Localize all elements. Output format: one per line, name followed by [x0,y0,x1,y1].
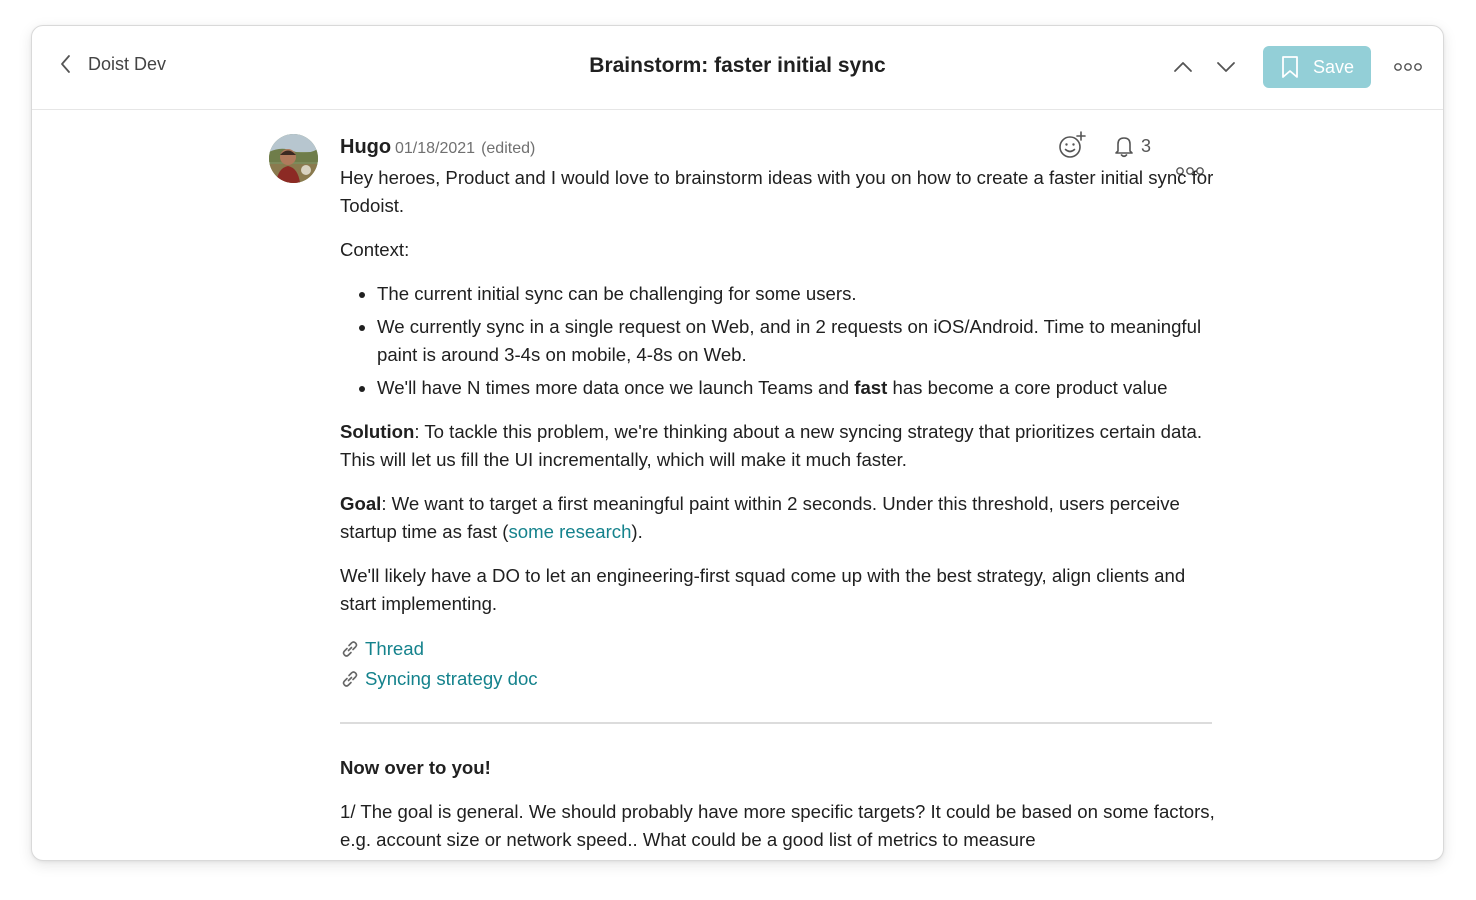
avatar[interactable] [269,134,318,183]
notification-button[interactable] [1113,134,1151,158]
back-button[interactable] [56,53,166,75]
post-meta [395,140,535,158]
do-paragraph: We'll likely have a DO to let an engineering-first squad come up with the best strategy, align clients and start implementing. [340,565,1186,614]
list-item: • The current initial sync can be challenging for some users. [377,280,1220,308]
avatar-photo [269,134,318,183]
post-intro: Hey heroes, Product and I would love to brainstorm ideas with you on how to create a faster initial sync for Todoist. [340,167,1214,216]
divider [340,722,1212,724]
question-paragraph: 1/ The goal is general. We should probably have more specific targets? It could be based on some factors, e.g. account size or network speed.. What could be a good list of metrics to measure [340,801,1215,850]
post-body [340,164,1220,861]
post-date: 01/18/2021 [395,140,476,157]
bell-icon [1113,134,1135,158]
thread-content [32,110,1443,860]
context-list [340,280,1220,402]
author-name[interactable]: Hugo [340,136,392,158]
thread-link-label[interactable]: Thread [365,638,424,659]
goal-paragraph: Goal: We want to target a first meaningful paint within 2 seconds. Under this threshold, users perceive startup time as fast (some research). [340,493,1180,542]
top-bar [32,26,1443,110]
link-icon [340,669,360,689]
solution-paragraph: Solution: To tackle this problem, we're thinking about a new syncing strategy that prioritizes certain data. This will let us fill the UI incrementally, which will make it much faster. [340,421,1203,470]
add-reaction-icon[interactable] [1058,130,1086,160]
save-label: Save [1312,56,1355,77]
notification-count: 3 [1141,135,1152,156]
channel-name: Doist Dev [88,53,167,74]
section-heading: Now over to you! [340,757,491,778]
chevron-down-icon[interactable] [1214,56,1238,78]
page-title: Brainstorm: faster initial sync [589,54,886,77]
chevron-left-icon [56,53,76,75]
thread-link[interactable] [340,634,1220,664]
list-item: • We'll have N times more data once we launch Teams and fast has become a core product value [377,374,1220,402]
thread-window [31,25,1444,861]
syncing-doc-link-label[interactable]: Syncing strategy doc [365,668,538,689]
link-icon [340,639,360,659]
bookmark-icon [1280,55,1300,79]
edited-label: (edited) [481,140,536,157]
ellipsis-icon[interactable] [1394,62,1422,72]
chevron-up-icon[interactable] [1171,56,1195,78]
syncing-doc-link[interactable] [340,664,1220,694]
context-label: Context: [340,239,410,260]
list-item: • We currently sync in a single request on Web, and in 2 requests on iOS/Android. Time to meaningful paint is around 3-4s on mobile, 4-8s on Web. [377,313,1220,369]
research-link[interactable]: some research [508,521,632,542]
save-button[interactable] [1263,46,1371,88]
